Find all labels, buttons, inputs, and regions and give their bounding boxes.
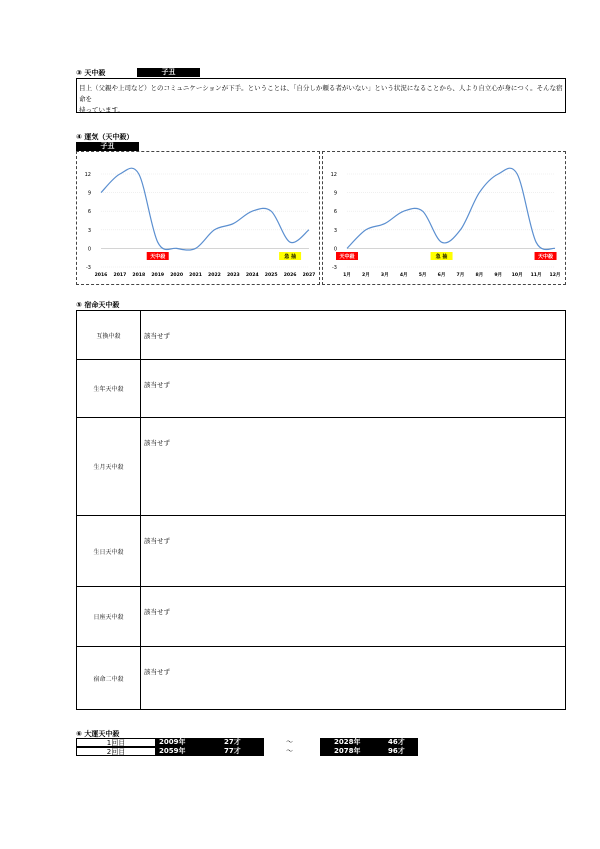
yearly-fortune-chart (77, 152, 319, 284)
table-row (77, 360, 566, 418)
start-year: 2009年 (159, 738, 186, 746)
row-value: 該当せず (141, 360, 566, 418)
y-tick-label: 9 (333, 190, 337, 197)
badge-label: 天中殺 (150, 253, 166, 260)
section3-text-line2: 持っています。 (79, 106, 124, 114)
tilde: ～ (286, 738, 293, 746)
section5-title: ⑤ 宿命天中殺 (76, 301, 120, 309)
end-age: 46才 (388, 738, 405, 746)
end-year: 2028年 (334, 738, 361, 746)
series-line (347, 168, 555, 249)
y-tick-label: 12 (84, 172, 91, 178)
y-tick-label: 9 (87, 190, 91, 197)
start-cell (156, 738, 264, 747)
x-tick-label: 9月 (494, 273, 503, 278)
x-tick-label: 2017 (113, 273, 127, 278)
badge-label: 天中殺 (538, 253, 554, 260)
section6-title: ⑥ 大運天中殺 (76, 730, 120, 738)
y-tick-label: -3 (332, 265, 337, 271)
x-tick-label: 11月 (530, 273, 542, 278)
x-tick-label: 2020 (170, 273, 184, 278)
yearly-chart-frame (76, 151, 320, 285)
badge-label: 急 抽 (435, 253, 448, 260)
table-row (77, 311, 566, 360)
y-tick-label: 0 (333, 246, 337, 253)
start-age: 27才 (224, 738, 241, 746)
period-badge (535, 252, 557, 260)
row-label: 宿命二中殺 (77, 647, 141, 710)
row-value: 該当せず (141, 418, 566, 516)
series-line (101, 168, 309, 250)
destiny-tenchusatsu-table (76, 310, 566, 710)
x-tick-label: 2026 (283, 273, 297, 278)
y-tick-label: 3 (333, 227, 337, 234)
table-row (77, 587, 566, 647)
start-age: 77才 (224, 747, 241, 755)
monthly-chart-frame (322, 151, 566, 285)
period-badge (336, 252, 358, 260)
x-tick-label: 2018 (132, 273, 146, 278)
row-label: 生年天中殺 (77, 360, 141, 418)
row-label: 互換中殺 (77, 311, 141, 360)
section3-title: ③ 天中殺 (76, 69, 106, 77)
row-value: 該当せず (141, 647, 566, 710)
tilde: ～ (286, 747, 293, 755)
section3-tag: 子丑 (137, 68, 200, 77)
y-tick-label: 6 (87, 209, 91, 216)
end-cell (320, 747, 418, 756)
x-tick-label: 2024 (245, 273, 259, 278)
end-year: 2078年 (334, 747, 361, 755)
x-tick-label: 5月 (418, 273, 427, 278)
period-badge (279, 252, 301, 260)
x-tick-label: 12月 (549, 273, 561, 278)
x-tick-label: 4月 (399, 273, 408, 278)
row-label: 生日天中殺 (77, 516, 141, 587)
end-cell (320, 738, 418, 747)
period-badge (147, 252, 169, 260)
x-tick-label: 1月 (343, 273, 351, 278)
y-tick-label: 12 (330, 172, 337, 178)
x-tick-label: 6月 (437, 273, 446, 278)
x-tick-label: 2019 (151, 273, 165, 278)
y-tick-label: 6 (333, 209, 337, 216)
round-label: 2回目 (76, 747, 156, 756)
x-tick-label: 3月 (380, 273, 389, 278)
monthly-fortune-chart (323, 152, 565, 284)
y-tick-label: -3 (86, 265, 91, 271)
round-label: 1回目 (76, 738, 156, 747)
row-value: 該当せず (141, 516, 566, 587)
section3-text-line1: 目上（父親や上司など）とのコミュニケーションが下手。ということは、「自分しか頼る者がいない」という状況になることから、人より自立心が身につく。そんな宿命を (79, 84, 563, 103)
row-value: 該当せず (141, 587, 566, 647)
x-tick-label: 8月 (475, 273, 484, 278)
x-tick-label: 2月 (362, 273, 370, 278)
x-tick-label: 2025 (264, 273, 278, 278)
start-cell (156, 747, 264, 756)
section3-text-box (76, 78, 566, 113)
x-tick-label: 10月 (511, 273, 523, 278)
section4-tag: 子丑 (76, 142, 139, 151)
period-badge (431, 252, 453, 260)
row-value: 該当せず (141, 311, 566, 360)
table-row (77, 516, 566, 587)
row-label: 日座天中殺 (77, 587, 141, 647)
x-tick-label: 7月 (456, 273, 465, 278)
y-tick-label: 3 (87, 227, 91, 234)
table-row (77, 418, 566, 516)
start-year: 2059年 (159, 747, 186, 755)
y-tick-label: 0 (87, 246, 91, 253)
end-age: 96才 (388, 747, 405, 755)
badge-label: 急 抽 (284, 253, 296, 260)
x-tick-label: 2016 (94, 273, 108, 278)
x-tick-label: 2022 (208, 273, 221, 278)
table-row (77, 647, 566, 710)
x-tick-label: 2023 (226, 273, 240, 278)
x-tick-label: 2021 (189, 273, 202, 278)
x-tick-label: 2027 (302, 273, 316, 278)
section4-title: ④ 運気（天中殺） (76, 133, 134, 141)
badge-label: 天中殺 (339, 253, 355, 260)
row-label: 生月天中殺 (77, 418, 141, 516)
